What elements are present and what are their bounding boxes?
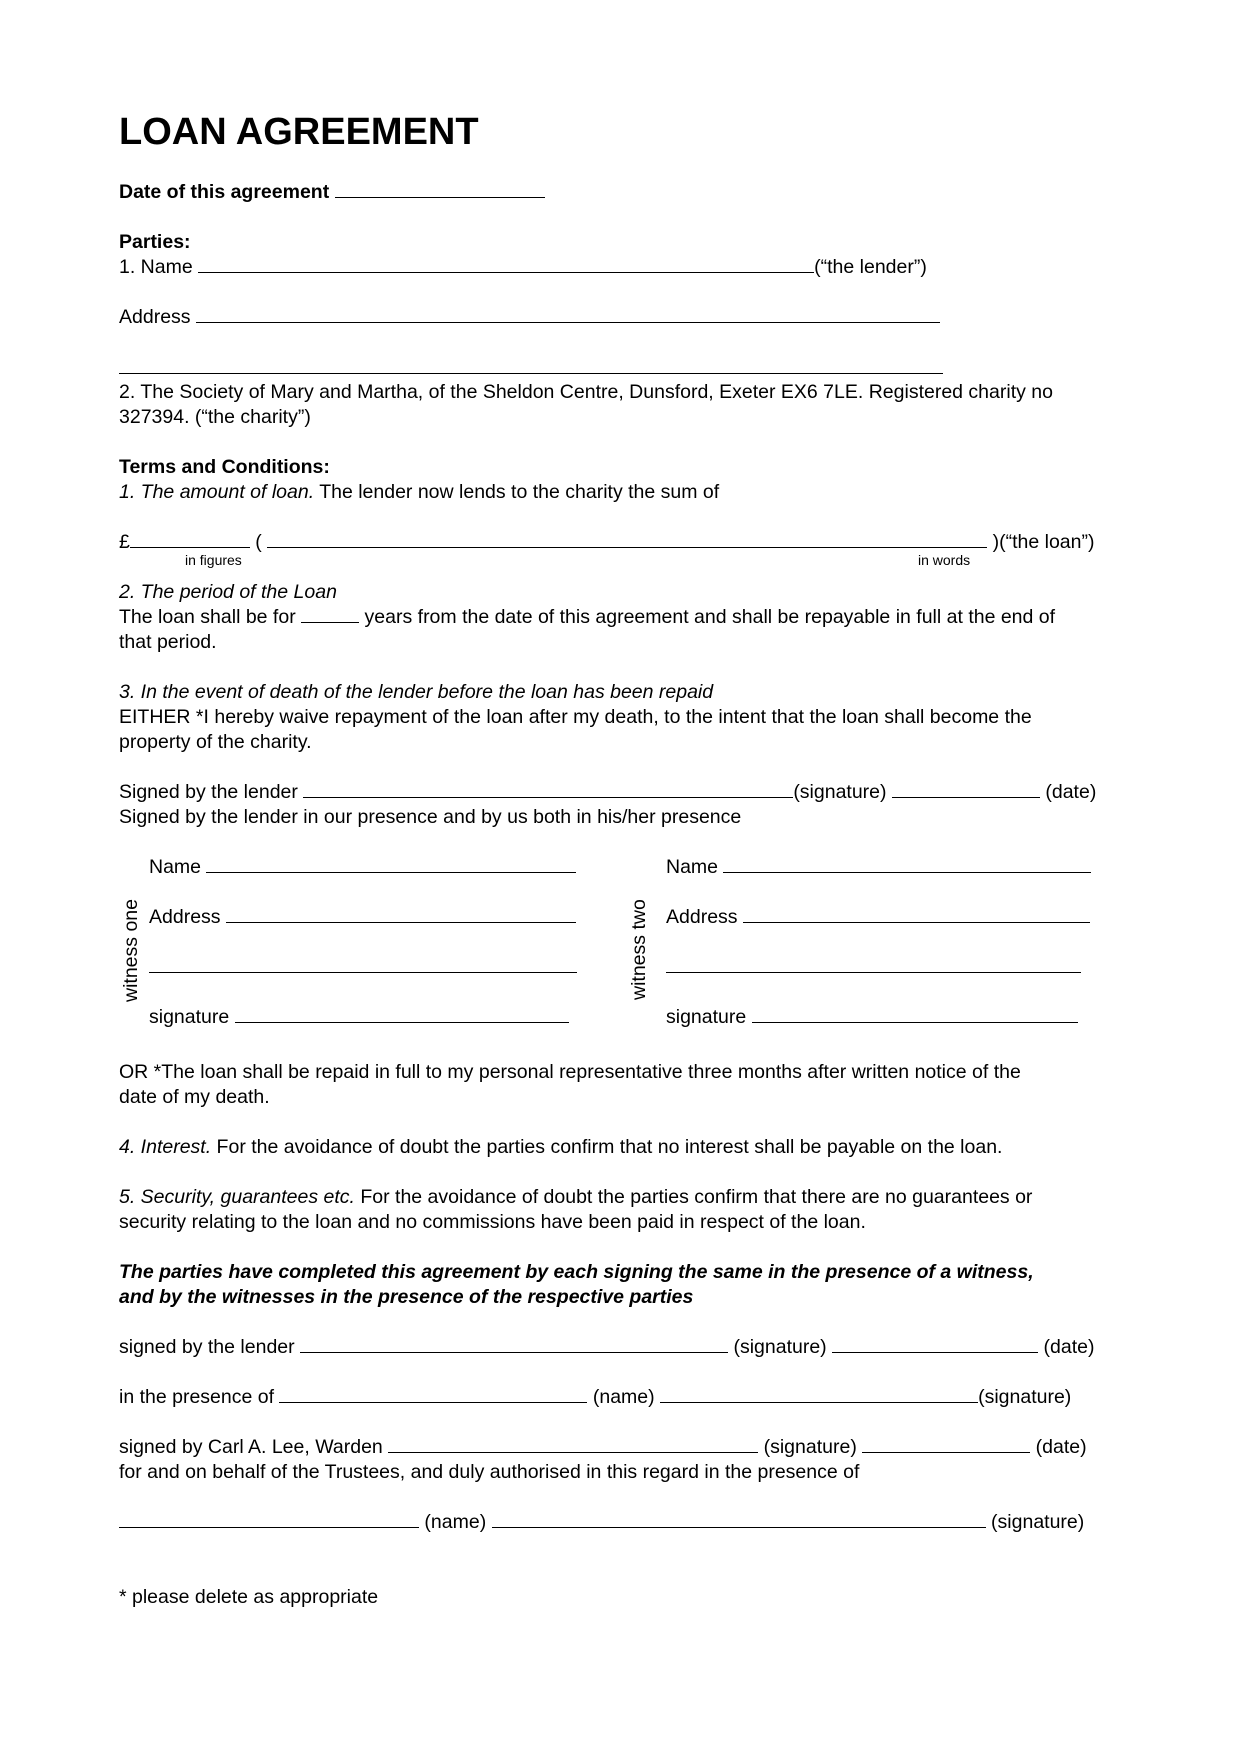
footnote: * please delete as appropriate <box>119 1586 379 1608</box>
term-1-title: 1. The amount of loan. <box>119 481 315 503</box>
lender-name-label: 1. Name <box>119 256 193 278</box>
witness-two-signature-label: signature <box>666 1006 747 1028</box>
warden-date-label: (date) <box>1035 1436 1087 1458</box>
witness-two-signature-field[interactable] <box>752 1006 1078 1023</box>
term-2-heading: 2. The period of the Loan <box>119 581 337 603</box>
pound-sign: £ <box>119 531 130 553</box>
in-presence-label: in the presence of <box>119 1386 275 1408</box>
witness-two-label: witness two <box>628 899 650 1000</box>
final-lender-signature-row <box>119 1335 1094 1359</box>
warden-label: signed by Carl A. Lee, Warden <box>119 1436 383 1458</box>
lender-address-row <box>119 305 940 329</box>
years-field[interactable] <box>301 606 359 623</box>
amount-figures-field[interactable] <box>130 531 250 548</box>
lender-address-field-2[interactable] <box>119 373 943 374</box>
charity-line-1: 2. The Society of Mary and Martha, of the Sheldon Centre, Dunsford, Exeter EX6 7LE. Registered charity no <box>119 381 1053 403</box>
witness-two-address-field-2[interactable] <box>666 972 1081 973</box>
name-label-2: (name) <box>424 1511 487 1533</box>
document-title: LOAN AGREEMENT <box>119 111 479 153</box>
signature-label-2: (signature) <box>991 1511 1085 1533</box>
final-lender-date-field[interactable] <box>832 1336 1038 1353</box>
term-3-line-2: property of the charity. <box>119 731 312 753</box>
final-signed-lender-label: signed by the lender <box>119 1336 295 1358</box>
witness-two-name-label: Name <box>666 856 719 878</box>
lender-name-row <box>119 255 927 279</box>
in-figures-caption: in figures <box>185 552 242 568</box>
witness-one-address-label: Address <box>149 906 221 928</box>
lender-name-field[interactable] <box>198 256 814 273</box>
witness-one-name-field[interactable] <box>206 856 576 873</box>
term-2-line-2: that period. <box>119 631 217 653</box>
amount-words-field[interactable] <box>267 531 987 548</box>
terms-heading: Terms and Conditions: <box>119 456 330 478</box>
witness-one-address-row <box>149 905 576 929</box>
witness-one-name-row <box>149 855 576 879</box>
signed-presence-text: Signed by the lender in our presence and by us both in his/her presence <box>119 806 742 828</box>
presence-name-field-2[interactable] <box>119 1511 419 1528</box>
term-5-line-1 <box>119 1185 1032 1209</box>
witness-two-name-field[interactable] <box>723 856 1091 873</box>
term-4-text <box>119 1135 1002 1159</box>
loan-suffix: )(“the loan”) <box>992 531 1095 553</box>
term-4-title: 4. Interest. <box>119 1136 212 1158</box>
date-row <box>119 180 545 204</box>
witness-one-signature-label: signature <box>149 1006 230 1028</box>
term-1-body: The lender now lends to the charity the sum of <box>314 481 720 503</box>
signature-label: (signature) <box>793 781 887 803</box>
loan-amount-row <box>119 530 1095 554</box>
completion-line-2: and by the witnesses in the presence of the respective parties <box>119 1286 694 1308</box>
warden-signature-label: (signature) <box>763 1436 857 1458</box>
term-3-line-1: EITHER *I hereby waive repayment of the loan after my death, to the intent that the loan shall become the <box>119 706 1032 728</box>
lender-name-suffix: (“the lender”) <box>814 256 927 278</box>
witness-one-name-label: Name <box>149 856 202 878</box>
lender-date-field[interactable] <box>892 781 1040 798</box>
term-5-line-2: security relating to the loan and no commissions have been paid in respect of the loan. <box>119 1211 866 1233</box>
presence-name-field-1[interactable] <box>279 1386 587 1403</box>
presence-signature-field-1[interactable] <box>660 1386 978 1403</box>
witness-two-address-row <box>666 905 1090 929</box>
or-clause-line-1: OR *The loan shall be repaid in full to my personal representative three months after written notice of the <box>119 1061 1021 1083</box>
term-5-body: For the avoidance of doubt the parties confirm that there are no guarantees or <box>354 1186 1033 1208</box>
witness-one-signature-field[interactable] <box>235 1006 569 1023</box>
term-1-text <box>119 480 719 504</box>
or-clause-line-2: date of my death. <box>119 1086 270 1108</box>
witness-two-address-label: Address <box>666 906 738 928</box>
lender-signature-field[interactable] <box>303 781 793 798</box>
witness-two-name-row <box>666 855 1091 879</box>
presence-row-2 <box>119 1510 1084 1534</box>
term-3-heading: 3. In the event of death of the lender before the loan has been repaid <box>119 681 714 703</box>
completion-line-1: The parties have completed this agreement by each signing the same in the presence of a witness, <box>119 1261 1034 1283</box>
witness-one-address-field-2[interactable] <box>149 972 577 973</box>
signed-lender-label: Signed by the lender <box>119 781 298 803</box>
final-date-label: (date) <box>1043 1336 1095 1358</box>
presence-row-1 <box>119 1385 1071 1409</box>
charity-line-2: 327394. (“the charity”) <box>119 406 311 428</box>
name-label-1: (name) <box>592 1386 655 1408</box>
final-signature-label: (signature) <box>733 1336 827 1358</box>
term-2-line-1 <box>119 605 1055 629</box>
date-label-paren: (date) <box>1045 781 1097 803</box>
final-lender-signature-field[interactable] <box>300 1336 728 1353</box>
term-2-text-b: years from the date of this agreement and shall be repayable in full at the end of <box>364 606 1056 628</box>
on-behalf-text: for and on behalf of the Trustees, and duly authorised in this regard in the presence of <box>119 1461 860 1483</box>
lender-address-field[interactable] <box>196 306 940 323</box>
in-words-caption: in words <box>918 552 971 568</box>
term-5-title: 5. Security, guarantees etc. <box>119 1186 355 1208</box>
witness-two-address-field[interactable] <box>743 906 1090 923</box>
parties-heading: Parties: <box>119 231 191 253</box>
warden-date-field[interactable] <box>862 1436 1030 1453</box>
signature-label-1: (signature) <box>978 1386 1072 1408</box>
warden-signature-row <box>119 1435 1087 1459</box>
lender-address-label: Address <box>119 306 191 328</box>
warden-signature-field[interactable] <box>388 1436 758 1453</box>
witness-one-address-field[interactable] <box>226 906 576 923</box>
presence-signature-field-2[interactable] <box>492 1511 986 1528</box>
date-field[interactable] <box>335 181 545 198</box>
witness-two-signature-row <box>666 1005 1078 1029</box>
witness-one-label: witness one <box>120 899 142 1002</box>
witness-one-signature-row <box>149 1005 569 1029</box>
term-4-body: For the avoidance of doubt the parties confirm that no interest shall be payable on the loan. <box>211 1136 1003 1158</box>
open-paren: ( <box>255 531 262 553</box>
term-2-text-a: The loan shall be for <box>119 606 296 628</box>
date-label: Date of this agreement <box>119 181 330 203</box>
lender-signature-row <box>119 780 1096 804</box>
